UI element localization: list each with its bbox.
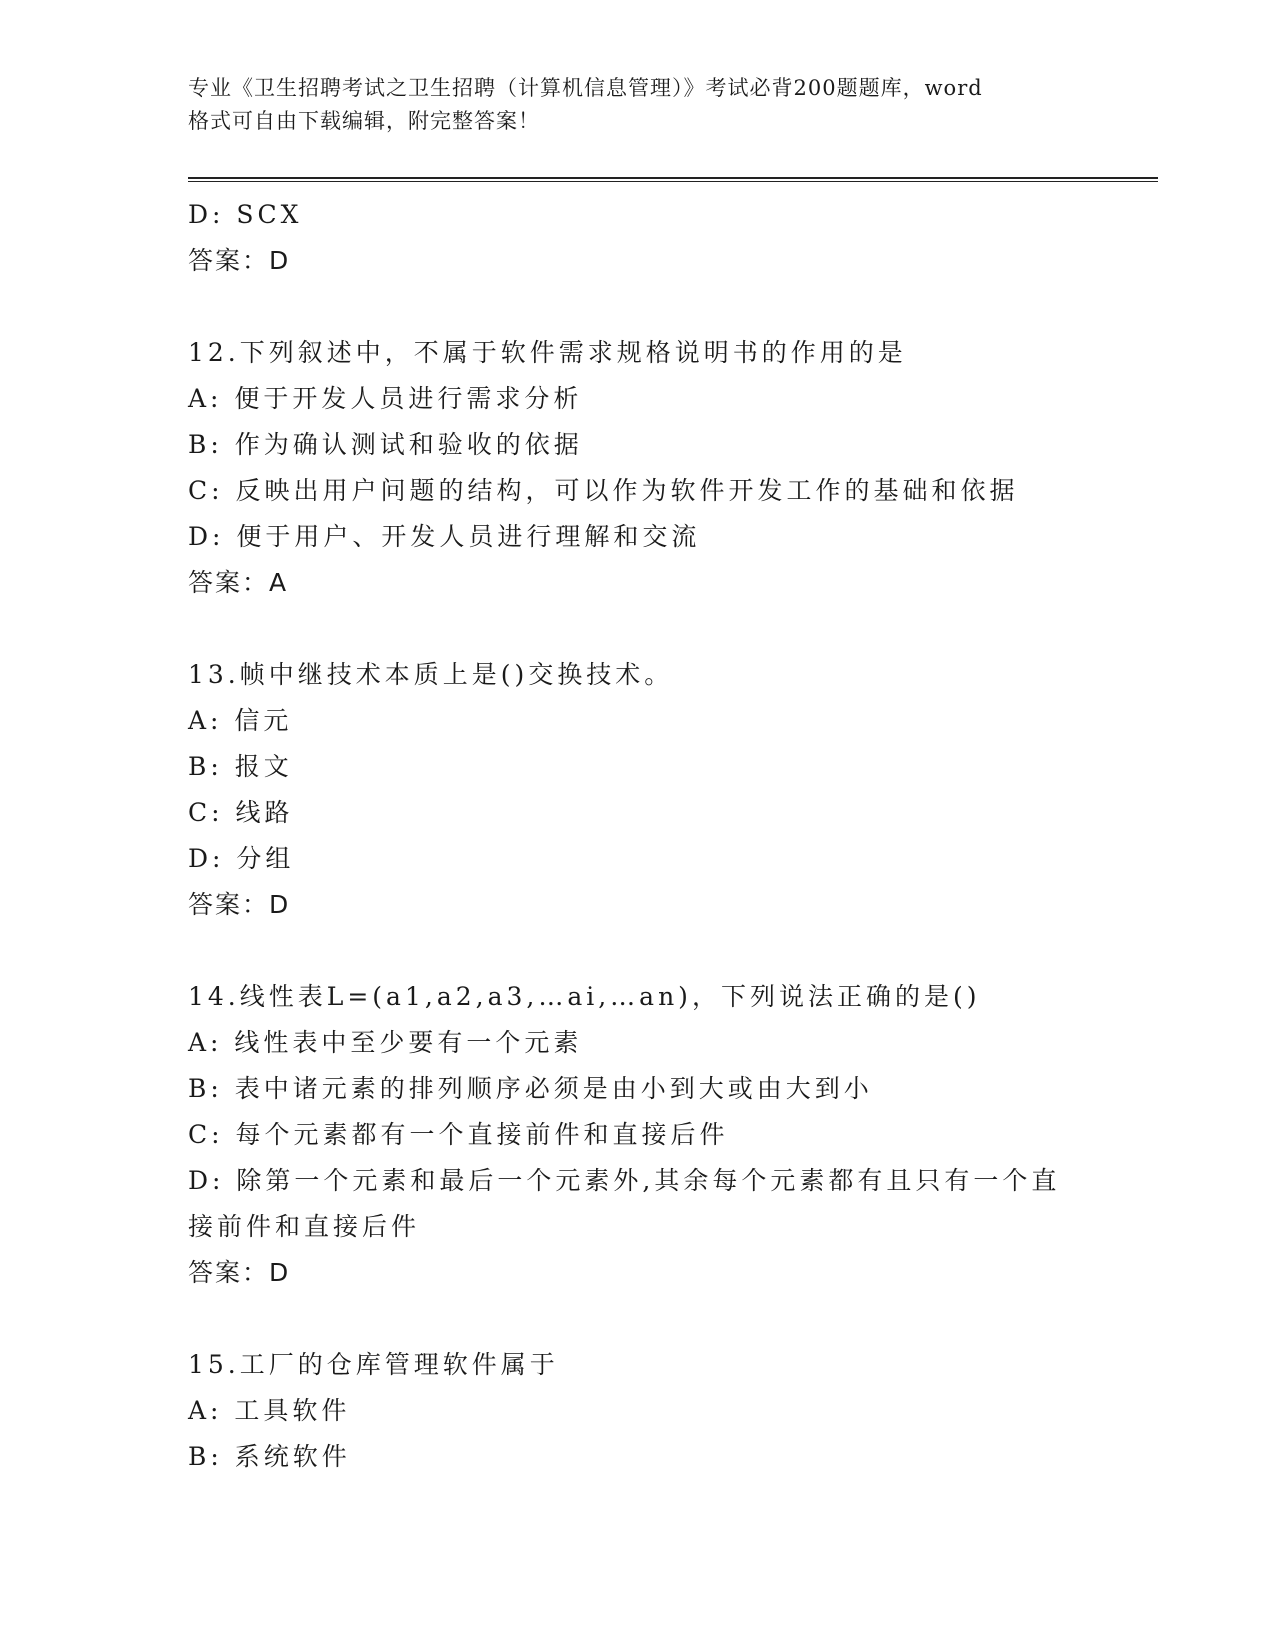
option-a: A: 线性表中至少要有一个元素 [188, 1028, 583, 1057]
option-b: B: 作为确认测试和验收的依据 [188, 430, 583, 459]
option-a: A: 信元 [188, 706, 293, 735]
question-stem: 13.帧中继技术本质上是()交换技术。 [188, 660, 674, 689]
option-a: A: 工具软件 [188, 1396, 351, 1425]
document-header [188, 72, 1088, 138]
header-line-1: 专业《卫生招聘考试之卫生招聘（计算机信息管理）》考试必背200题题库，word [188, 76, 983, 100]
option-b: B: 报文 [188, 752, 293, 781]
option-b: B: 系统软件 [188, 1442, 351, 1471]
question-14 [188, 974, 1158, 1296]
option-d: D: 分组 [188, 844, 295, 873]
question-list [188, 192, 1158, 1480]
question-12 [188, 330, 1158, 606]
option-d: D: SCX [188, 200, 303, 229]
option-d-continued: 接前件和直接后件 [188, 1212, 421, 1241]
question-13 [188, 652, 1158, 928]
option-a: A: 便于开发人员进行需求分析 [188, 384, 583, 413]
question-stem: 15.工厂的仓库管理软件属于 [188, 1350, 559, 1379]
option-b: B: 表中诸元素的排列顺序必须是由小到大或由大到小 [188, 1074, 873, 1103]
option-d: D: 便于用户、开发人员进行理解和交流 [188, 522, 701, 551]
answer-label: 答案：D [188, 246, 291, 275]
option-d: D: 除第一个元素和最后一个元素外,其余每个元素都有且只有一个直 [188, 1166, 1061, 1195]
answer-label: 答案：D [188, 1258, 291, 1287]
answer-label: 答案：A [188, 568, 289, 597]
option-c: C: 每个元素都有一个直接前件和直接后件 [188, 1120, 729, 1149]
option-c: C: 反映出用户问题的结构，可以作为软件开发工作的基础和依据 [188, 476, 1019, 505]
header-divider [188, 177, 1158, 182]
header-line-2: 格式可自由下载编辑，附完整答案！ [188, 109, 540, 133]
question-15 [188, 1342, 1158, 1480]
question-stem: 14.线性表L=(a1,a2,a3,…ai,…an)，下列说法正确的是() [188, 982, 981, 1011]
option-c: C: 线路 [188, 798, 294, 827]
question-stem: 12.下列叙述中，不属于软件需求规格说明书的作用的是 [188, 338, 907, 367]
answer-label: 答案：D [188, 890, 291, 919]
